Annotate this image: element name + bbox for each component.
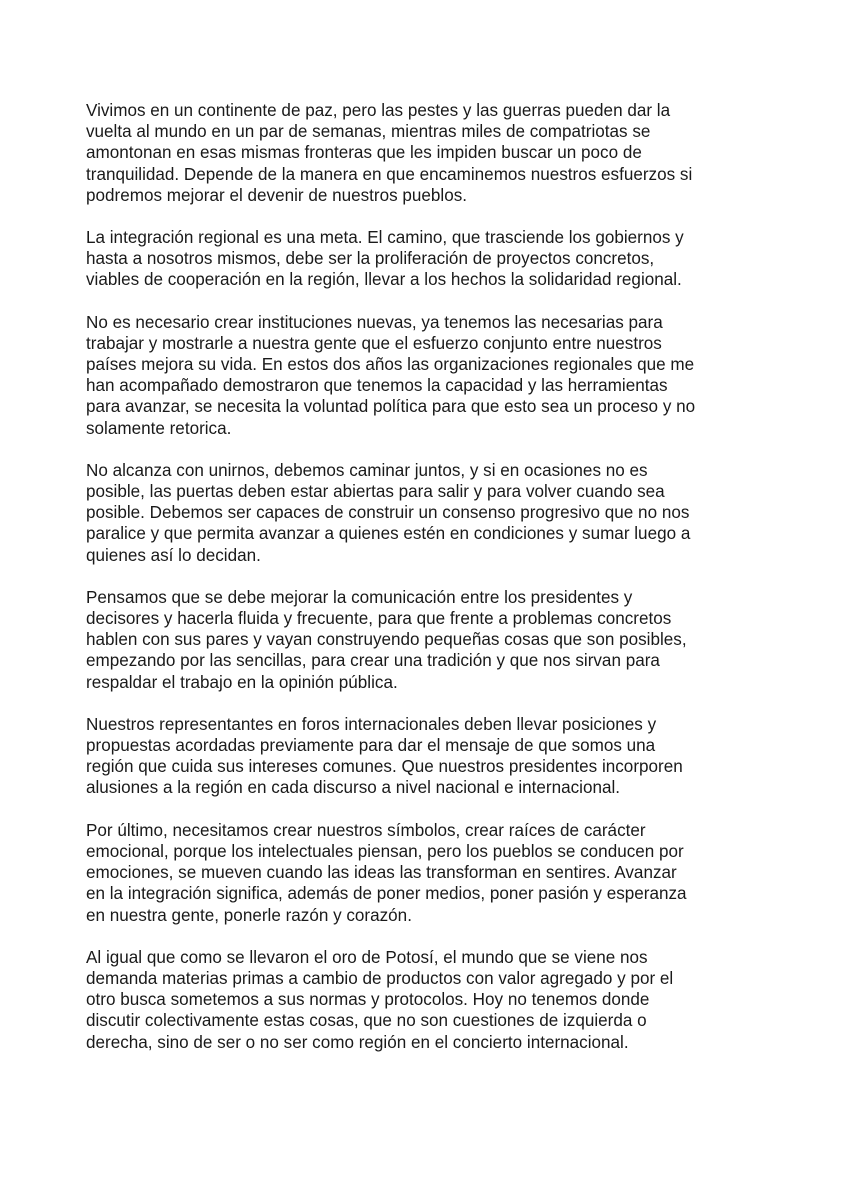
document-body [86,100,762,1074]
paragraph-4: No alcanza con unirnos, debemos caminar juntos, y si en ocasiones no es posible, las puertas deben estar abiertas para salir y para volver cuando sea posible. Debemos ser capaces de construir un consenso progresivo que no nos paralice y que permita avanzar a quienes estén en condiciones y sumar luego a quienes así lo decidan. [86,460,691,565]
paragraph-3: No es necesario crear instituciones nuevas, ya tenemos las necesarias para trabajar y mostrarle a nuestra gente que el esfuerzo conjunto entre nuestros países mejora su vida. En estos dos años las organizaciones regionales que me han acompañado demostraron que tenemos la capacidad y las herramientas para avanzar, se necesita la voluntad política para que esto sea un proceso y no solamente retorica. [86,312,696,438]
paragraph-5: Pensamos que se debe mejorar la comunicación entre los presidentes y decisores y hacerla fluida y frecuente, para que frente a problemas concretos hablen con sus pares y vayan construyendo pequeñas cosas que son posibles, empezando por las sencillas, para crear una tradición y que nos sirvan para respaldar el trabajo en la opinión pública. [86,587,687,692]
paragraph-6: Nuestros representantes en foros internacionales deben llevar posiciones y propuestas acordadas previamente para dar el mensaje de que somos una región que cuida sus intereses comunes. Que nuestros presidentes incorporen alusiones a la región en cada discurso a nivel nacional e internacional. [86,714,683,798]
paragraph-7: Por último, necesitamos crear nuestros símbolos, crear raíces de carácter emocional, porque los intelectuales piensan, pero los pueblos se conducen por emociones, se mueven cuando las ideas las transforman en sentires. Avanzar en la integración significa, además de poner medios, poner pasión y esperanza en nuestra gente, ponerle razón y corazón. [86,820,687,925]
paragraph-1: Vivimos en un continente de paz, pero las pestes y las guerras pueden dar la vuelta al mundo en un par de semanas, mientras miles de compatriotas se amontonan en esas mismas fronteras que les impiden buscar un poco de tranquilidad. Depende de la manera en que encaminemos nuestros esfuerzos si podremos mejorar el devenir de nuestros pueblos. [86,101,693,205]
paragraph-2: La integración regional es una meta. El camino, que trasciende los gobiernos y hasta a nosotros mismos, debe ser la proliferación de proyectos concretos, viables de cooperación en la región, llevar a los hechos la solidaridad regional. [86,228,684,290]
paragraph-8: Al igual que como se llevaron el oro de Potosí, el mundo que se viene nos demanda materias primas a cambio de productos con valor agregado y por el otro busca sometemos a sus normas y protocolos. Hoy no tenemos donde discutir colectivamente estas cosas, que no son cuestiones de izquierda o derecha, sino de ser o no ser como región en el concierto internacional. [86,947,674,1052]
